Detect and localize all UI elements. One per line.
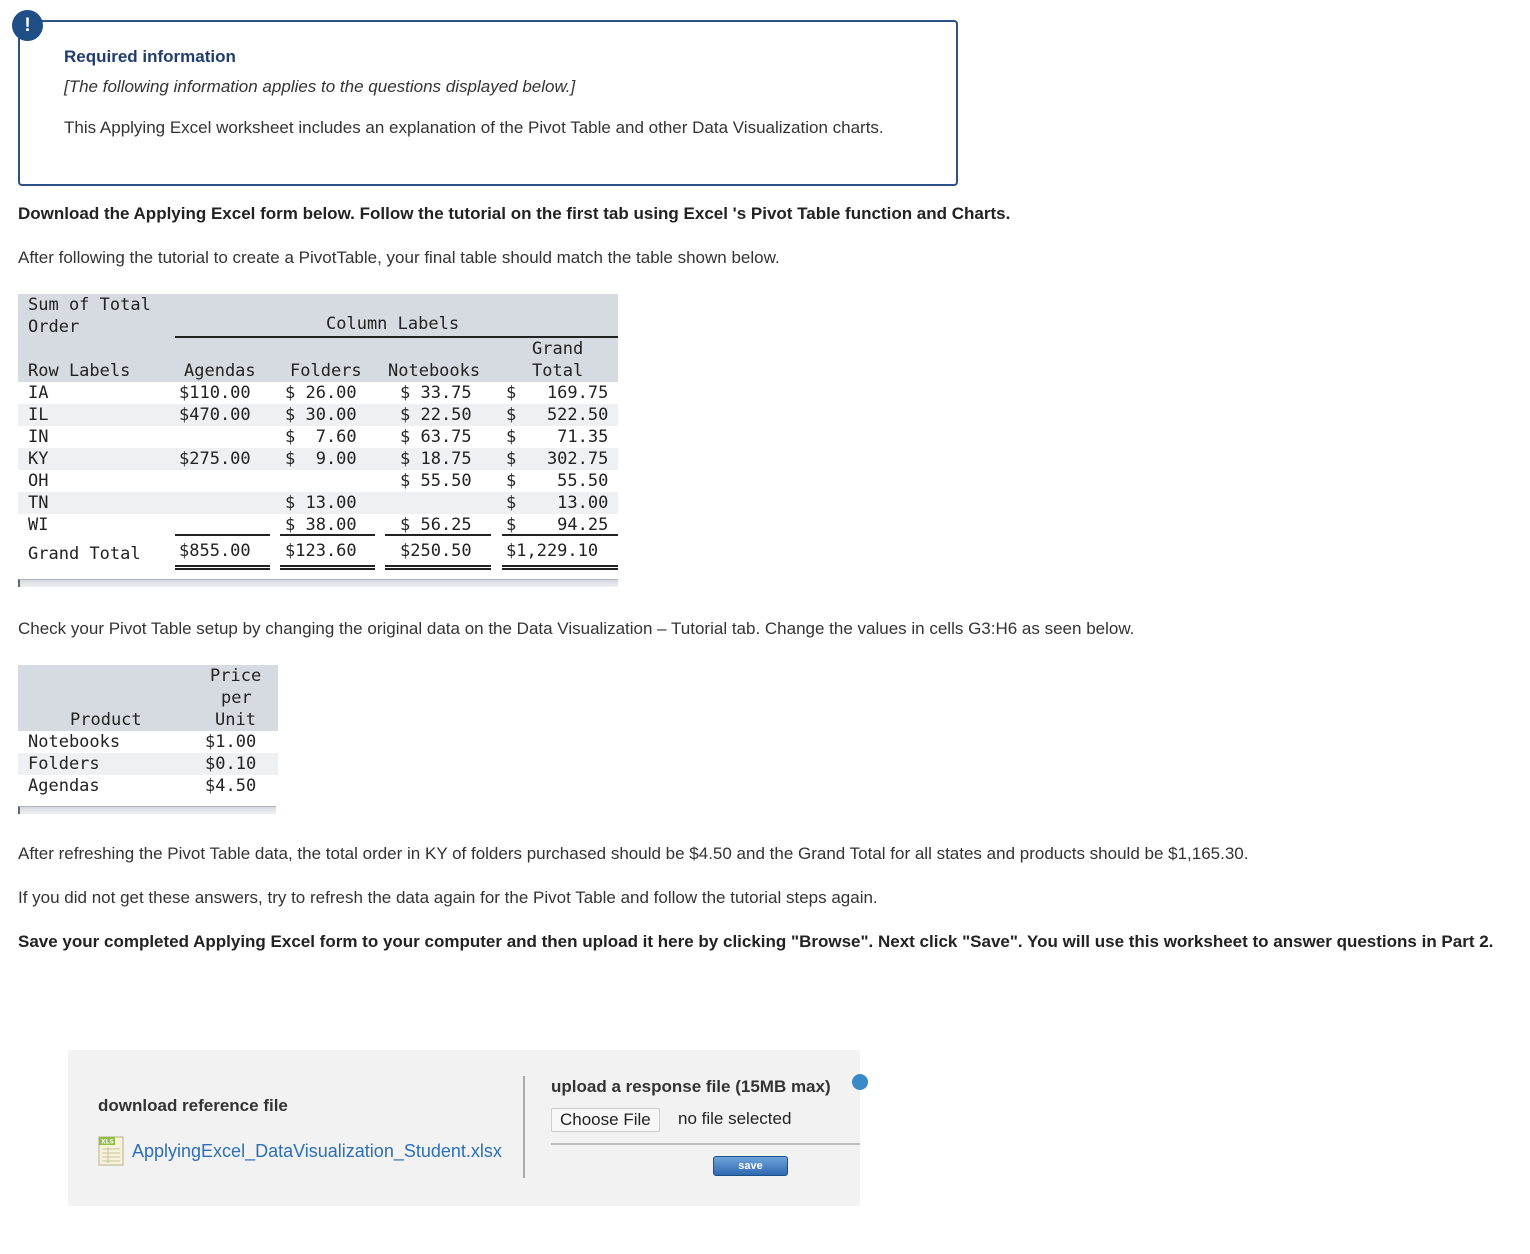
row-labels-header: Row Labels	[28, 361, 131, 381]
grand-total-folders: $123.60	[285, 541, 357, 561]
required-info-box	[18, 20, 958, 186]
row-label: KY	[28, 449, 49, 469]
row-label: TN	[28, 493, 49, 513]
help-icon[interactable]	[852, 1074, 868, 1090]
cell-grand-total: $ 13.00	[506, 493, 609, 513]
product-price: $0.10	[205, 754, 257, 774]
cell-grand-total: $ 169.75	[506, 383, 609, 403]
reference-file-link[interactable]: ApplyingExcel_DataVisualization_Student.xlsx	[132, 1141, 502, 1161]
cell-folders: $ 13.00	[285, 493, 357, 513]
required-info-body: This Applying Excel worksheet includes an explanation of the Pivot Table and other Data Visualization charts.	[64, 118, 884, 137]
grand-total-row-label: Grand Total	[28, 544, 141, 564]
save-instruction: Save your completed Applying Excel form to your computer and then upload it here by clicking "Browse". Next click "Save". You will use this worksheet to answer questions in Part 2.	[18, 932, 1494, 951]
check-instruction: Check your Pivot Table setup by changing the original data on the Data Visualization – Tutorial tab. Change the values in cells G3:H6 as seen below.	[18, 619, 1135, 638]
download-reference-title: download reference file	[98, 1096, 288, 1115]
alert-icon: !	[12, 10, 43, 41]
product-header: Product	[70, 710, 142, 730]
cell-notebooks: $ 18.75	[400, 449, 472, 469]
column-labels-header: Column Labels	[326, 314, 460, 334]
retry-instruction: If you did not get these answers, try to refresh the data again for the Pivot Table and follow the tutorial steps again.	[18, 888, 878, 907]
col-header-agendas: Agendas	[184, 361, 256, 381]
download-instruction: Download the Applying Excel form below. Follow the tutorial on the first tab using Excel 's Pivot Table function and Charts.	[18, 204, 1011, 223]
save-button[interactable]: save	[713, 1156, 788, 1176]
cell-folders: $ 26.00	[285, 383, 357, 403]
price-header: Price	[210, 666, 262, 686]
cell-notebooks: $ 56.25	[400, 515, 472, 535]
product-price: $1.00	[205, 732, 257, 752]
grand-total-all: $1,229.10	[506, 541, 599, 561]
grand-total-header: Grand	[532, 339, 584, 359]
product-price: $4.50	[205, 776, 257, 796]
grand-total-notebooks: $250.50	[400, 541, 472, 561]
cell-notebooks: $ 55.50	[400, 471, 472, 491]
excel-file-icon	[98, 1136, 124, 1166]
cell-folders: $ 9.00	[285, 449, 357, 469]
cell-grand-total: $ 302.75	[506, 449, 609, 469]
cell-notebooks: $ 22.50	[400, 405, 472, 425]
product-name: Notebooks	[28, 732, 121, 752]
price-header-3: Unit	[215, 710, 256, 730]
row-label: WI	[28, 515, 49, 535]
refresh-instruction: After refreshing the Pivot Table data, the total order in KY of folders purchased should be $4.50 and the Grand Total for all states and products should be $1,165.30.	[18, 844, 1249, 863]
required-info-note: [The following information applies to the questions displayed below.]	[64, 77, 576, 96]
grand-total-header-2: Total	[532, 361, 584, 381]
cell-agendas: $110.00	[179, 383, 251, 403]
cell-grand-total: $ 71.35	[506, 427, 609, 447]
row-label: IN	[28, 427, 49, 447]
product-name: Agendas	[28, 776, 100, 796]
pivot-table	[18, 294, 618, 590]
sum-label: Sum of Total	[28, 295, 151, 315]
sum-label-2: Order	[28, 317, 80, 337]
col-header-notebooks: Notebooks	[388, 361, 481, 381]
row-label: IL	[28, 405, 49, 425]
choose-file-button[interactable]: Choose File	[551, 1108, 660, 1132]
svg-text:XLS: XLS	[101, 1138, 114, 1146]
cell-grand-total: $ 94.25	[506, 515, 609, 535]
row-label: OH	[28, 471, 49, 491]
col-header-folders: Folders	[290, 361, 362, 381]
product-name: Folders	[28, 754, 100, 774]
cell-folders: $ 7.60	[285, 427, 357, 447]
cell-folders: $ 30.00	[285, 405, 357, 425]
cell-agendas: $470.00	[179, 405, 251, 425]
file-status: no file selected	[678, 1109, 792, 1128]
row-label: IA	[28, 383, 49, 403]
file-panel	[68, 1050, 860, 1206]
grand-total-agendas: $855.00	[179, 541, 251, 561]
tutorial-instruction: After following the tutorial to create a PivotTable, your final table should match the table shown below.	[18, 248, 780, 267]
upload-title: upload a response file (15MB max)	[551, 1077, 831, 1096]
cell-grand-total: $ 55.50	[506, 471, 609, 491]
cell-agendas: $275.00	[179, 449, 251, 469]
cell-folders: $ 38.00	[285, 515, 357, 535]
cell-notebooks: $ 63.75	[400, 427, 472, 447]
cell-notebooks: $ 33.75	[400, 383, 472, 403]
cell-grand-total: $ 522.50	[506, 405, 609, 425]
required-info-title: Required information	[64, 47, 236, 66]
price-header-2: per	[221, 688, 252, 708]
price-table	[18, 665, 278, 815]
